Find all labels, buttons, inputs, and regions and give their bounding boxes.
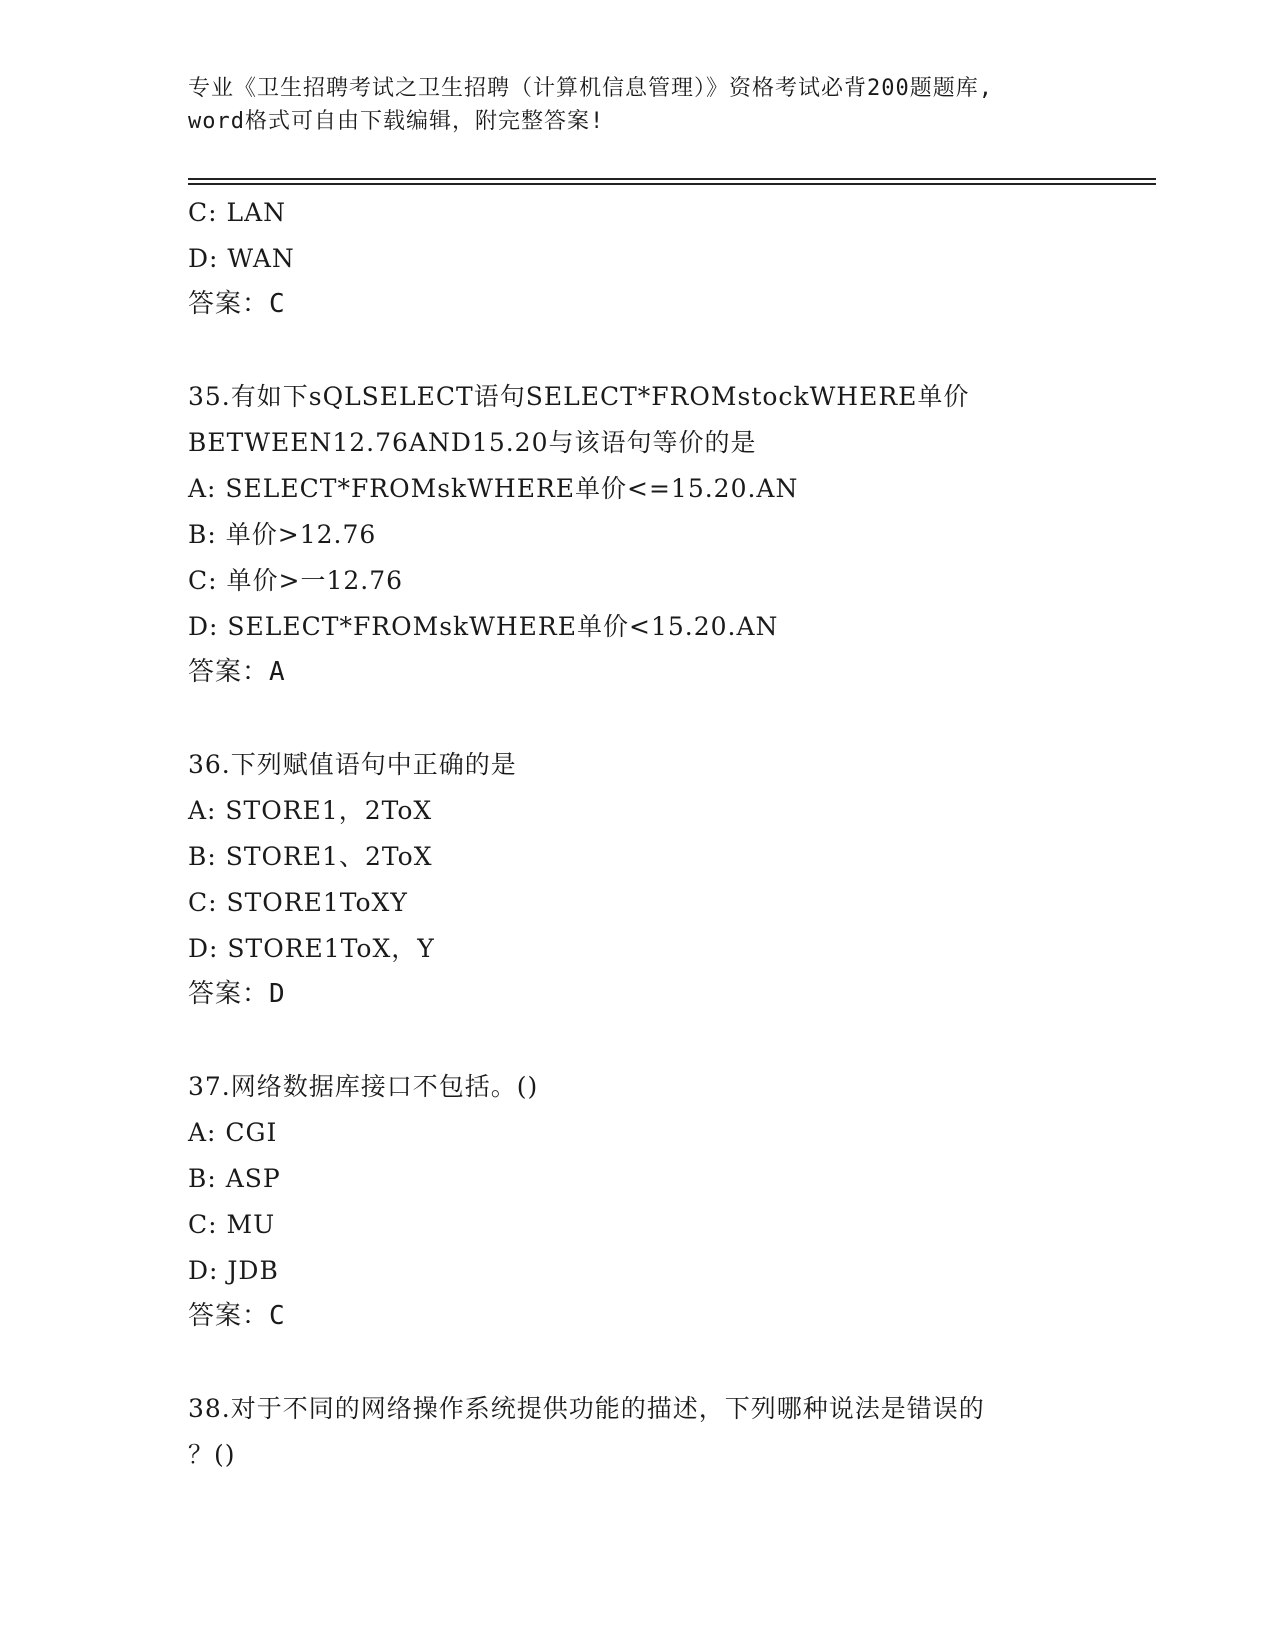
- option-c: C: MU: [188, 1210, 276, 1239]
- question-stem-line-2: ？(): [188, 1440, 236, 1469]
- question-stem: 36.下列赋值语句中正确的是: [188, 750, 517, 779]
- option-a: A: CGI: [188, 1118, 278, 1147]
- option-c: C: LAN: [188, 198, 287, 227]
- option-d: D: JDB: [188, 1256, 279, 1285]
- question-spacer: [188, 326, 1128, 374]
- question-spacer: [188, 1016, 1128, 1064]
- answer-label: 答案：C: [188, 1301, 286, 1331]
- question-list: [188, 190, 1128, 1478]
- question-38: [188, 1386, 1128, 1478]
- question-36: [188, 742, 1128, 1016]
- answer-label: 答案：C: [188, 289, 286, 319]
- question-35: [188, 374, 1128, 694]
- option-b: B: ASP: [188, 1164, 281, 1193]
- question-37: [188, 1064, 1128, 1338]
- question-34-continued: [188, 190, 1128, 326]
- header-title-line-2: word格式可自由下载编辑，附完整答案!: [188, 109, 605, 134]
- question-stem-line-2: BETWEEN12.76AND15.20与该语句等价的是: [188, 428, 757, 457]
- option-d: D: SELECT*FROMskWHERE单价<15.20.AN: [188, 612, 779, 641]
- question-spacer: [188, 694, 1128, 742]
- option-c: C: 单价>一12.76: [188, 566, 404, 595]
- header-divider-bottom: [188, 183, 1156, 185]
- option-d: D: WAN: [188, 244, 295, 273]
- answer-label: 答案：A: [188, 657, 286, 687]
- option-a: A: SELECT*FROMskWHERE单价<=15.20.AN: [188, 474, 799, 503]
- question-spacer: [188, 1338, 1128, 1386]
- question-stem-line-1: 38.对于不同的网络操作系统提供功能的描述，下列哪种说法是错误的: [188, 1394, 985, 1423]
- option-b: B: 单价>12.76: [188, 520, 377, 549]
- header-title-line-1: 专业《卫生招聘考试之卫生招聘（计算机信息管理）》资格考试必背200题题库,: [188, 76, 993, 101]
- question-stem: 37.网络数据库接口不包括。(): [188, 1072, 539, 1101]
- header-divider-top: [188, 178, 1156, 180]
- option-d: D: STORE1ToX，Y: [188, 934, 435, 963]
- answer-label: 答案：D: [188, 979, 286, 1009]
- question-stem-line-1: 35.有如下sQLSELECT语句SELECT*FROMstockWHERE单价: [188, 382, 970, 411]
- option-b: B: STORE1、2ToX: [188, 842, 433, 871]
- option-a: A: STORE1，2ToX: [188, 796, 433, 825]
- document-header: [188, 72, 1088, 138]
- option-c: C: STORE1ToXY: [188, 888, 408, 917]
